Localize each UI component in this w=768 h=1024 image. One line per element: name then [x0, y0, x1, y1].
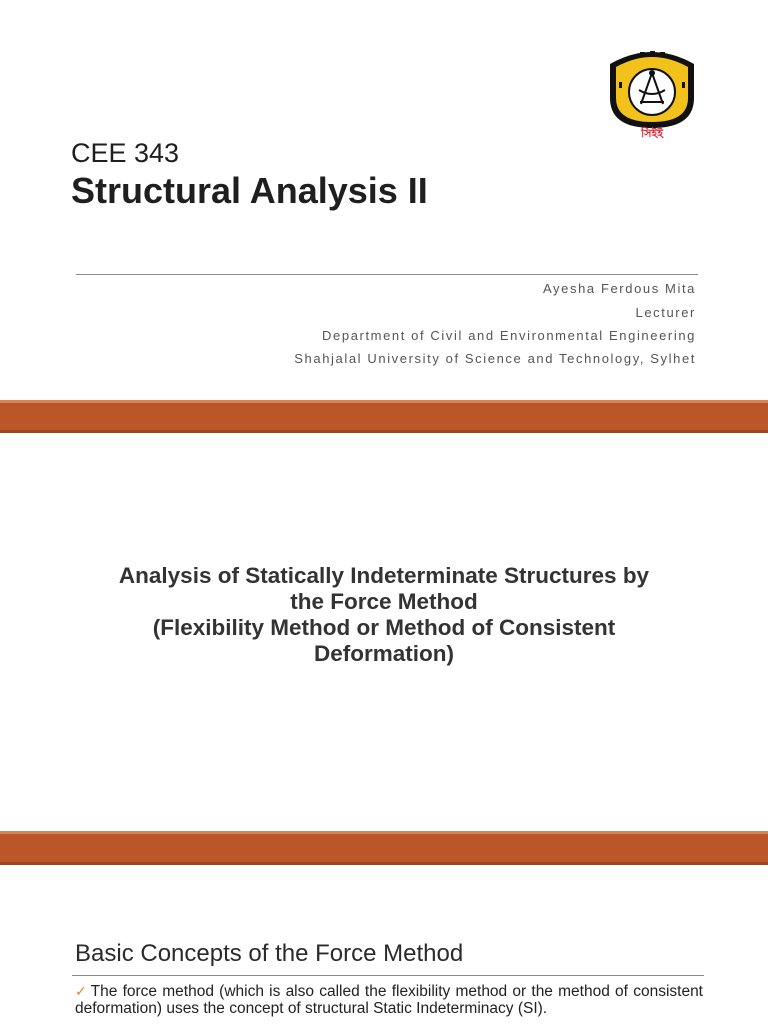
author-role: Lecturer — [635, 305, 696, 320]
topic-line: the Force Method — [290, 589, 478, 614]
topic-slide — [0, 433, 768, 831]
slide-divider-bar — [0, 400, 768, 433]
checkmark-icon: ✓ — [75, 983, 88, 999]
topic-line: Analysis of Statically Indeterminate Structures by — [118, 563, 650, 588]
title-slide — [0, 0, 768, 400]
author-department: Department of Civil and Environmental Engineering — [322, 328, 696, 343]
course-title: Structural Analysis II — [71, 170, 428, 211]
topic-line: Deformation) — [314, 641, 454, 666]
divider-line — [72, 975, 704, 976]
logo-wordmark: সিইই — [641, 127, 663, 140]
concepts-slide — [0, 865, 768, 1024]
bullet-text: The force method (which is also called the flexibility method or the method of consistent deformation) uses the concept of structural Static Indeterminacy (SI). — [75, 983, 703, 1017]
topic-heading — [84, 563, 684, 667]
author-name: Ayesha Ferdous Mita — [543, 281, 696, 296]
course-code: CEE 343 — [71, 138, 180, 168]
bullet-item — [75, 983, 703, 1017]
divider-line — [76, 274, 698, 275]
slide-title: Basic Concepts of the Force Method — [75, 940, 464, 967]
topic-line: (Flexibility Method or Method of Consistent — [152, 615, 616, 640]
slide-divider-bar — [0, 831, 768, 865]
author-university: Shahjalal University of Science and Technology, Sylhet — [294, 351, 696, 366]
university-logo — [604, 42, 700, 140]
